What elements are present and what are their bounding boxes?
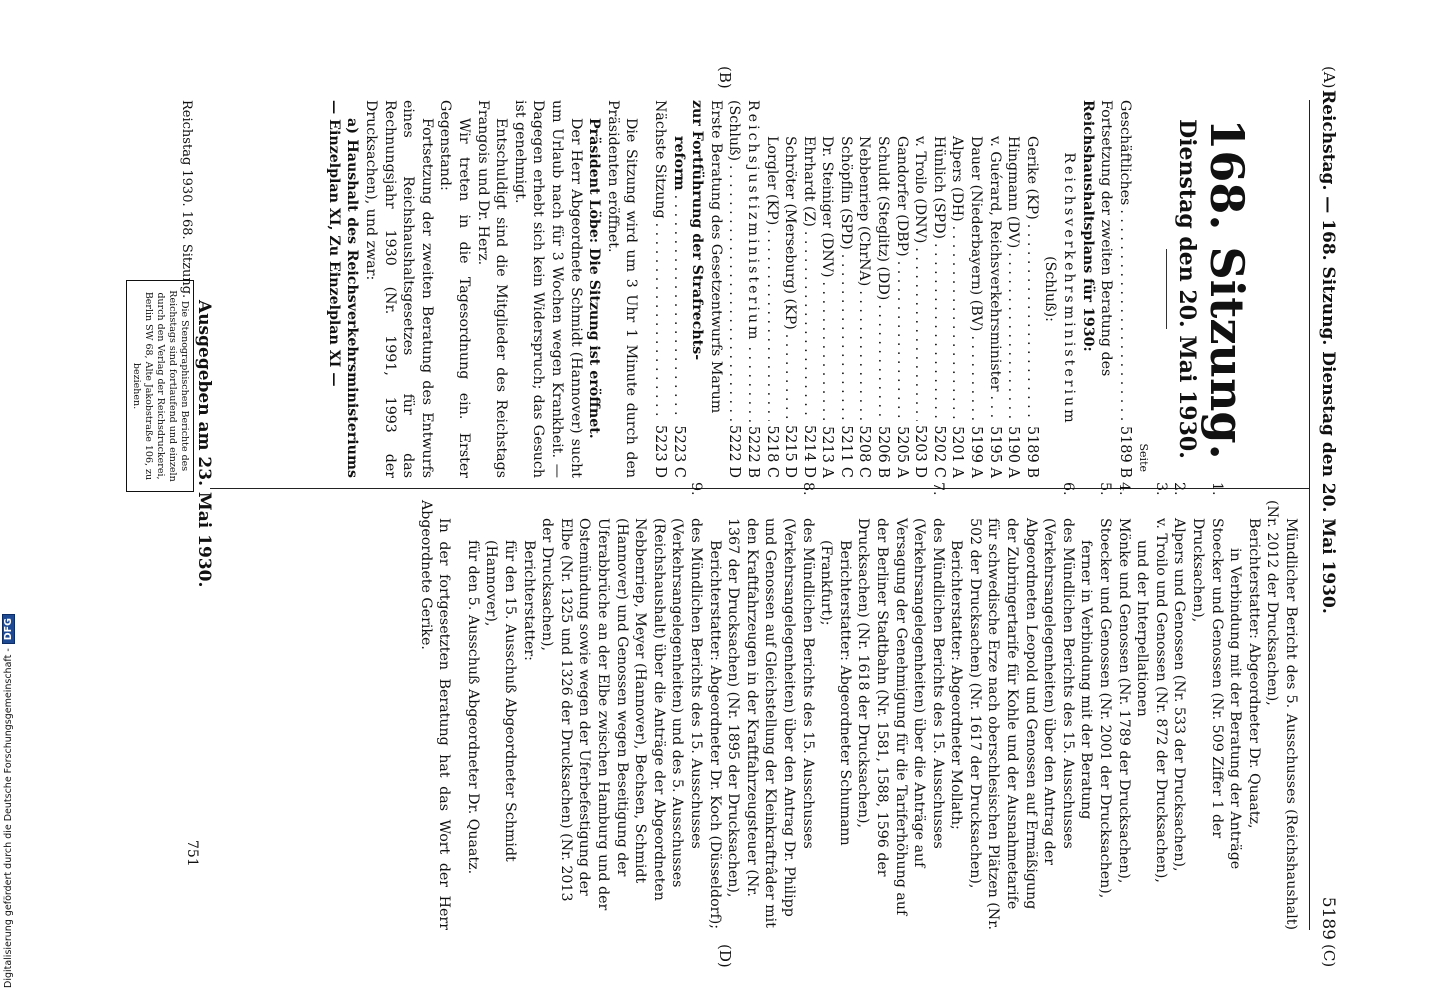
toc-entry-page: 5222 B bbox=[744, 425, 761, 478]
toc-entry-text: Erste Beratung des Gesetzentwurfs Marum bbox=[707, 100, 724, 414]
toc-entry bbox=[985, 100, 1004, 478]
toc-entry bbox=[948, 100, 967, 478]
toc-entry-page: 5202 C bbox=[930, 425, 947, 478]
toc-entry-text: Ehrhardt (Z) bbox=[800, 136, 817, 227]
toc-entry-page: 5189 B bbox=[1116, 425, 1133, 478]
agenda-item-text: Berichterstatter: Abgeordneter Mollath; bbox=[948, 540, 965, 830]
toc-entry-page: 5211 C bbox=[837, 425, 854, 478]
toc-entry-text: Fortsetzung der zweiten Beratung des bbox=[1098, 100, 1115, 377]
toc-entry-text: Schröter (Merseburg) (KP) bbox=[782, 136, 799, 330]
agenda-items bbox=[463, 482, 1225, 930]
toc-entry bbox=[1097, 100, 1116, 478]
toc-entry-page: 5215 D bbox=[782, 424, 799, 478]
toc-entry bbox=[688, 100, 707, 478]
toc-entry-text: Dr. Steiniger (DNV) bbox=[819, 136, 836, 278]
margin-letter-c: (C) bbox=[1320, 944, 1338, 968]
agenda-item-text: Berichterstatter: Abgeordneter Dr. Koch (Düsseldorf); bbox=[706, 540, 723, 930]
toc-entry bbox=[966, 100, 985, 478]
toc-entry bbox=[911, 100, 930, 478]
agenda-item bbox=[965, 482, 1077, 930]
toc-entry-page: 5190 A bbox=[1005, 426, 1022, 478]
intro-line: Berichterstatter: Abgeordneter Dr. Quaatz, bbox=[1245, 518, 1262, 829]
session-date: Dienstag den 20. Mai 1930. bbox=[1174, 119, 1200, 459]
agenda-item bbox=[1188, 482, 1225, 930]
toc-entry bbox=[855, 100, 874, 478]
agenda-item-number: 4. bbox=[1115, 482, 1132, 496]
toc-entry-text: (Schluß) bbox=[726, 100, 743, 162]
toc-entry-text: Gandorfer (DBP) bbox=[893, 136, 910, 257]
toc-entry-text: reform bbox=[670, 136, 687, 191]
toc-entry bbox=[1041, 100, 1060, 478]
credit-text: Digitalisierung gefördert durch die Deutsche Forschungsgemeinschaft - bbox=[3, 648, 14, 988]
agenda-item-number: 8. bbox=[799, 482, 816, 496]
toc-entry bbox=[1115, 100, 1134, 478]
body-paragraph: Entschuldigt sind die Mitglieder des Reichstags Frangois und Dr. Herz. bbox=[474, 100, 510, 478]
toc-entry bbox=[743, 100, 762, 478]
toc-entry-page: 5199 A bbox=[968, 426, 985, 478]
toc-entry-text: Hünlich (SPD) bbox=[930, 136, 947, 240]
toc-entry-text: Gerike (KP) bbox=[1023, 136, 1040, 220]
intro-line: Mündlicher Bericht des 5. Ausschusses (Reichshaushalt) (Nr. 2012 der Drucksachen), bbox=[1264, 500, 1299, 930]
toc-entry bbox=[836, 100, 855, 478]
toc-entry bbox=[762, 100, 781, 478]
agenda-item bbox=[854, 482, 947, 930]
toc-entry bbox=[1004, 100, 1023, 478]
agenda-item-text: des Mündlichen Berichts des 15. Ausschusses (Verkehrsangelegenheiten) über den Antrag der Abgeordneten Leopold und Genossen auf Ermäßigung der Zubringertarife für Kohle und der Ausnahmetarife für schwedische Erze nach oberschlesischen Plätzen (Nr. 502 der Drucksachen) (Nr. 1617 der Drucksachen), bbox=[966, 518, 1076, 930]
toc-entry-text: Nächste Sitzung bbox=[651, 100, 668, 219]
dfg-logo: DFG bbox=[2, 614, 15, 644]
agenda-item bbox=[705, 500, 724, 930]
header-rule bbox=[1309, 100, 1310, 930]
toc-entry bbox=[1022, 100, 1041, 478]
toc-entry-text: Schöpflin (SPD) bbox=[837, 136, 854, 250]
toc-entry-text: Reichsjustizministerium bbox=[744, 100, 761, 343]
toc-entry-page: 5213 A bbox=[819, 426, 836, 478]
body-paragraph: Präsident Löbe: Die Sitzung ist eröffnet. bbox=[586, 118, 603, 439]
header-title: Reichstag. — 168. Sitzung. Dienstag den 20. Mai 1930. bbox=[1318, 90, 1338, 614]
agenda-item bbox=[724, 482, 817, 930]
seite-label: Seite bbox=[1137, 443, 1151, 472]
right-column bbox=[416, 482, 1300, 930]
agenda-item bbox=[1133, 500, 1152, 930]
session-title: 168. Sitzung. bbox=[1200, 118, 1254, 460]
toc-entry bbox=[892, 100, 911, 478]
agenda-item bbox=[817, 500, 854, 930]
agenda-item bbox=[463, 500, 482, 930]
agenda-item-text: Alpers und Genossen (Nr. 533 der Drucksachen), bbox=[1171, 518, 1188, 872]
toc-entry bbox=[818, 100, 837, 478]
margin-letter-d: (D) bbox=[716, 944, 734, 968]
footer-ausgegeben: Ausgegeben am 23. Mai 1930. bbox=[194, 300, 214, 588]
agenda-item-text: Stoecker und Genossen (Nr. 2001 der Drucksachen), bbox=[1097, 518, 1114, 899]
toc-entry-page: 5223 C bbox=[670, 425, 687, 478]
margin-letter-a: (A) bbox=[1320, 66, 1338, 89]
toc-entry-page: 5214 D bbox=[800, 424, 817, 478]
agenda-item bbox=[1095, 482, 1114, 930]
title-rule bbox=[1166, 249, 1167, 329]
agenda-item-text: für den 5. Ausschuß Abgeordneter Dr. Quaatz. bbox=[464, 540, 481, 875]
toc-entry-page: 5205 A bbox=[893, 426, 910, 478]
toc-entry-text: Hingmann (DV) bbox=[1005, 136, 1022, 249]
report-intro bbox=[1226, 500, 1300, 930]
agenda-item bbox=[538, 482, 705, 930]
toc-entry bbox=[669, 100, 688, 478]
toc-entry-text: zur Fortführung der Strafrechts- bbox=[689, 100, 706, 361]
agenda-item-number: 6. bbox=[1059, 482, 1076, 496]
toc-entry-text: Nebbenriep (ChrNA) bbox=[856, 136, 873, 287]
toc-entry-page: 5189 B bbox=[1023, 425, 1040, 478]
toc-entry-text: Geschäftliches bbox=[1116, 100, 1133, 206]
toc-entry-text: Dauer (Niederbayern) (BV) bbox=[968, 136, 985, 332]
toc-entry-text: Reichshaushaltsplans für 1930: bbox=[1079, 100, 1096, 352]
intro-line: in Verbindung mit der Beratung der Anträge bbox=[1227, 548, 1244, 870]
margin-letter-b: (B) bbox=[716, 66, 734, 89]
toc-entry-page: 5206 B bbox=[875, 425, 892, 478]
digitization-credit bbox=[2, 18, 18, 988]
agenda-item-number: 5. bbox=[1097, 482, 1114, 496]
body-paragraph: Wir treten in die Tagesordnung ein. Erster Gegenstand: bbox=[437, 100, 473, 478]
agenda-item-text: Berichterstatter: Abgeordneter Schumann (Frankfurt); bbox=[818, 540, 853, 846]
toc-entry bbox=[725, 100, 744, 478]
header-page-number: 5189 bbox=[1318, 896, 1338, 940]
toc-entry-page: 5223 D bbox=[651, 424, 668, 478]
toc-entry bbox=[799, 100, 818, 478]
column-rule bbox=[210, 488, 1310, 489]
agenda-item-number: 9. bbox=[688, 482, 704, 496]
toc-entry bbox=[781, 100, 800, 478]
toc-entry-page: 5218 C bbox=[763, 425, 780, 478]
toc-entry-text: v. Guérard, Reichsverkehrsminister bbox=[986, 136, 1003, 392]
agenda-item-text: ferner in Verbindung mit der Beratung bbox=[1078, 540, 1095, 820]
footer-page-number: 751 bbox=[184, 840, 200, 867]
toc-entry bbox=[706, 100, 725, 478]
toc-entry-text: Lorgler (KP) bbox=[763, 136, 780, 226]
agenda-item-text: Stoecker und Genossen (Nr. 509 Ziffer 1 der Drucksachen), bbox=[1190, 518, 1225, 839]
toc-entry-text: Reichsverkehrsministerium bbox=[1061, 152, 1078, 426]
body-paragraph: Fortsetzung der zweiten Beratung des Entwurfs eines Reichshaushaltsgesetzes für das Rechnungsjahr 1930 (Nr. 1991, 1993 der Drucksachen), und zwar: bbox=[363, 100, 435, 478]
table-of-contents bbox=[650, 100, 1133, 478]
toc-entry-page: 5203 D bbox=[912, 424, 929, 478]
publisher-note-box: Die Stenographischen Berichte des Reichstags sind fortlaufend und einzeln durch den Verlag der Reichsdruckerei, Berlin SW 68, Alte Jakobstraße 106, zu beziehen. bbox=[126, 280, 194, 492]
body-paragraph: Die Sitzung wird um 3 Uhr 1 Minute durch den Präsidenten eröffnet. bbox=[604, 100, 640, 478]
toc-entry bbox=[1059, 100, 1078, 478]
toc-entry-page: 5208 C bbox=[856, 425, 873, 478]
agenda-item bbox=[1114, 482, 1133, 930]
toc-entry-text: Schuldt (Steglitz) (DD) bbox=[875, 136, 892, 301]
agenda-item-text: Berichterstatter: bbox=[520, 540, 537, 661]
agenda-item-number: 7. bbox=[929, 482, 946, 496]
body-paragraph: Der Herr Abgeordnete Schmidt (Hannover) sucht um Urlaub nach für 3 Wochen wegen Krankheit. — Dagegen erhebt sich kein Widerspruch; das Gesuch ist genehmigt. bbox=[511, 100, 584, 478]
agenda-item-number: 1. bbox=[1208, 482, 1225, 496]
toc-entry bbox=[874, 100, 893, 478]
agenda-item-text: des Mündlichen Berichts des 15. Ausschusses (Verkehrsangelegenheiten) über den Antrag Dr. Philipp und Genossen auf Gleichstellung der Kleinkraftrâder mit den Kraftfahrzeugen in der Kraftfahrzeugsteuer (Nr. 1367 der Drucksachen) (Nr. 1895 der Drucksachen), bbox=[725, 518, 816, 928]
left-column bbox=[324, 100, 1300, 478]
agenda-item-text: Mönke und Genossen (Nr. 1789 der Drucksachen), bbox=[1115, 518, 1132, 884]
toc-entry-text: (Schluß): bbox=[1042, 256, 1059, 322]
agenda-item bbox=[1170, 482, 1189, 930]
toc-entry-page: 5195 A bbox=[986, 426, 1003, 478]
running-header bbox=[1314, 90, 1338, 940]
agenda-item-text: des Mündlichen Berichts des 15. Ausschusses (Verkehrsangelegenheiten) über die Anträge auf Versagung der Genehmigung für die Tariferhöhung auf der Berliner Stadtbahn (Nr. 1581, 1588, 1596 der Drucksachen) (Nr. 1618 der Drucksachen), bbox=[855, 518, 946, 916]
agenda-item bbox=[947, 500, 966, 930]
agenda-item-text: und der Interpellationen bbox=[1134, 540, 1151, 717]
agenda-item-number: 3. bbox=[1152, 482, 1169, 496]
toc-entry-page: 5222 D bbox=[726, 424, 743, 478]
toc-entry-text: Alpers (DH) bbox=[949, 136, 966, 222]
toc-entry bbox=[1078, 100, 1097, 478]
toc-entry-page: 5201 A bbox=[949, 426, 966, 478]
agenda-item-text: für den 15. Ausschuß Abgeordneter Schmidt (Hannover), bbox=[483, 540, 519, 862]
toc-entry bbox=[650, 100, 669, 478]
opening-text bbox=[324, 100, 640, 478]
agenda-item-text: v. Troilo und Genossen (Nr. 872 der Drucksachen), bbox=[1152, 518, 1169, 883]
toc-entry-text: v. Troilo (DNV) bbox=[912, 136, 929, 244]
agenda-item bbox=[1077, 500, 1096, 930]
agenda-item bbox=[1151, 482, 1170, 930]
agenda-item-number: 2. bbox=[1171, 482, 1188, 496]
footer-session: Reichstag 1930. 168. Sitzung. bbox=[179, 100, 194, 299]
toc-entry bbox=[929, 100, 948, 478]
body-paragraph: a) Haushalt des Reichsverkehrsministeriums — Einzelplan XI, Zu Einzelplan XI — bbox=[325, 100, 361, 478]
agenda-item-text: des Mündlichen Berichts des 15. Ausschusses (Verkehrsangelegenheiten) und des 5. Ausschusses (Reichshaushalt) über die Anträge der Abgeordneten Nebbenriep, Meyer (Hannover), Bechsen, Schmidt (Hannover) und Genossen wegen Beseitigung der Uferabbrüche an der Elbe zwischen Hamburg und der Ostemündung sowie wegen der Uferbefestigung der Elbe (Nr. 1325 und 1326 der Drucksachen) (Nr. 2013 der Drucksachen), bbox=[539, 518, 704, 911]
closing-paragraph: In der fortgesetzten Beratung hat das Wort der Herr Abgeordnete Gerike. bbox=[417, 500, 453, 930]
agenda-item bbox=[482, 500, 519, 930]
agenda-item bbox=[519, 500, 538, 930]
